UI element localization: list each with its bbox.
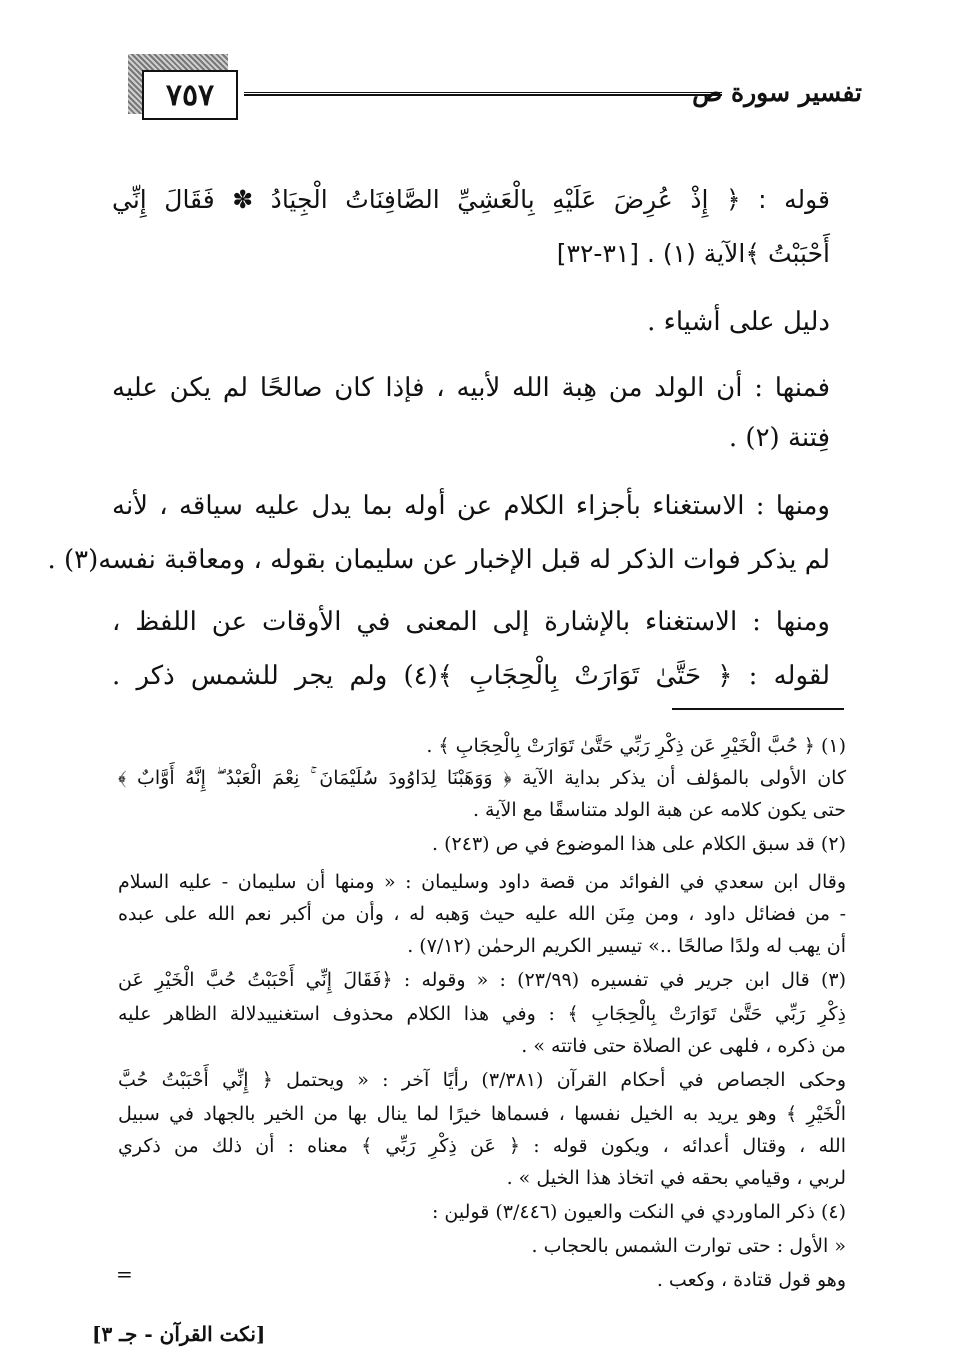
text-line: قوله : ﴿ إِذْ عُرِضَ عَلَيْهِ بِالْعَشِيِّ الصَّافِنَاتُ الْجِيَادُ ✽ فَقَالَ إِنِّي [112, 185, 830, 214]
footnote-line: حتى يكون كلامه عن هبة الولد متناسقًا مع الآية . [472, 799, 846, 821]
continuation-mark: = [116, 1262, 133, 1286]
text-line: أَحْبَبْتُ ﴾الآية (١) . [٣١-٣٢] [556, 239, 830, 268]
footnote-line: « الأول : حتى توارت الشمس بالحجاب . [531, 1235, 846, 1257]
text-line: لقوله : ﴿ حَتَّىٰ تَوَارَتْ بِالْحِجَابِ ﴾(٤) ولم يجر للشمس ذكر . [112, 661, 830, 691]
footnote-line: ذِكْرِ رَبِّي حَتَّىٰ تَوَارَتْ بِالْحِجَابِ ﴾ : وفي هذا الكلام محذوف استغنييدلالة الظاهر عليه [118, 1003, 846, 1025]
text-line: دليل على أشياء . [647, 307, 830, 337]
footnote-line: - من فضائل داود ، ومن مِنَن الله عليه حيث وَهبه له ، وأن من أكبر نعم الله على عبده [118, 903, 846, 925]
volume-label: [نكت القرآن - جـ ٣] [92, 1322, 266, 1346]
footnote-line: كان الأولى بالمؤلف أن يذكر بداية الآية ﴿ وَوَهَبْنَا لِدَاوُودَ سُلَيْمَانَ ۚ نِعْمَ الْعَبْدُ ۖ إِنَّهُ أَوَّابٌ ﴾ [118, 767, 846, 789]
footnote-line: من ذكره ، فلهى عن الصلاة حتى فاتته » . [521, 1035, 846, 1057]
footnote-line: (٢) قد سبق الكلام على هذا الموضوع في ص (٢٤٣) . [432, 833, 846, 855]
text-line: ومنها : الاستغناء بأجزاء الكلام عن أوله بما يدل عليه سياقه ، لأنه [112, 491, 830, 521]
running-title: تفسير سورة ص [692, 78, 862, 107]
footnote-line: (٣) قال ابن جرير في تفسيره (٢٣/٩٩) : « وقوله : ﴿فَقَالَ إِنِّي أَحْبَبْتُ حُبَّ الْخَيْرِ عَن [118, 969, 846, 991]
footnote-line: الله ، وقتال أعدائه ، ويكون قوله : ﴿ عَن ذِكْرِ رَبِّي ﴾ معناه : أن ذلك من ذكري [118, 1135, 846, 1157]
footnote-line: وقال ابن سعدي في الفوائد من قصة داود وسليمان : « ومنها أن سليمان - عليه السلام [118, 871, 846, 893]
page-number: ٧٥٧ [165, 77, 215, 113]
footnote-line: لربي ، وقيامي بحقه في اتخاذ هذا الخيل » . [506, 1167, 846, 1189]
header-rule [244, 92, 722, 96]
page-number-box [142, 70, 238, 120]
footnote-line: (١) ﴿ حُبَّ الْخَيْرِ عَن ذِكْرِ رَبِّي حَتَّىٰ تَوَارَتْ بِالْحِجَابِ ﴾ . [426, 735, 846, 757]
footnote-line: وهو قول قتادة ، وكعب . [656, 1269, 846, 1291]
text-line: فمنها : أن الولد من هِبة الله لأبيه ، فإذا كان صالحًا لم يكن عليه [112, 373, 830, 403]
footnote-line: (٤) ذكر الماوردي في النكت والعيون (٣/٤٤٦) قولين : [431, 1201, 846, 1223]
text-line: لم يذكر فوات الذكر له قبل الإخبار عن سليمان بقوله ، ومعاقبة نفسه(٣) . [47, 545, 830, 575]
text-line: ومنها : الاستغناء بالإشارة إلى المعنى في الأوقات عن اللفظ ، [112, 607, 830, 637]
page-header [118, 48, 862, 128]
footnote-line: أن يهب له ولدًا صالحًا ..» تيسير الكريم الرحمٰن (٧/١٢) . [407, 935, 846, 957]
footnote-line: الْخَيْرِ ﴾ وهو يريد به الخيل نفسها ، فسماها خيرًا لما ينال بها من الخير بالجهاد في سبيل [118, 1103, 846, 1125]
text-line: فِتنة (٢) . [728, 423, 830, 453]
footnote-separator [672, 708, 844, 710]
footnote-line: وحكى الجصاص في أحكام القرآن (٣/٣٨١) رأيًا آخر : « ويحتمل ﴿ إِنِّي أَحْبَبْتُ حُبَّ [118, 1069, 846, 1091]
